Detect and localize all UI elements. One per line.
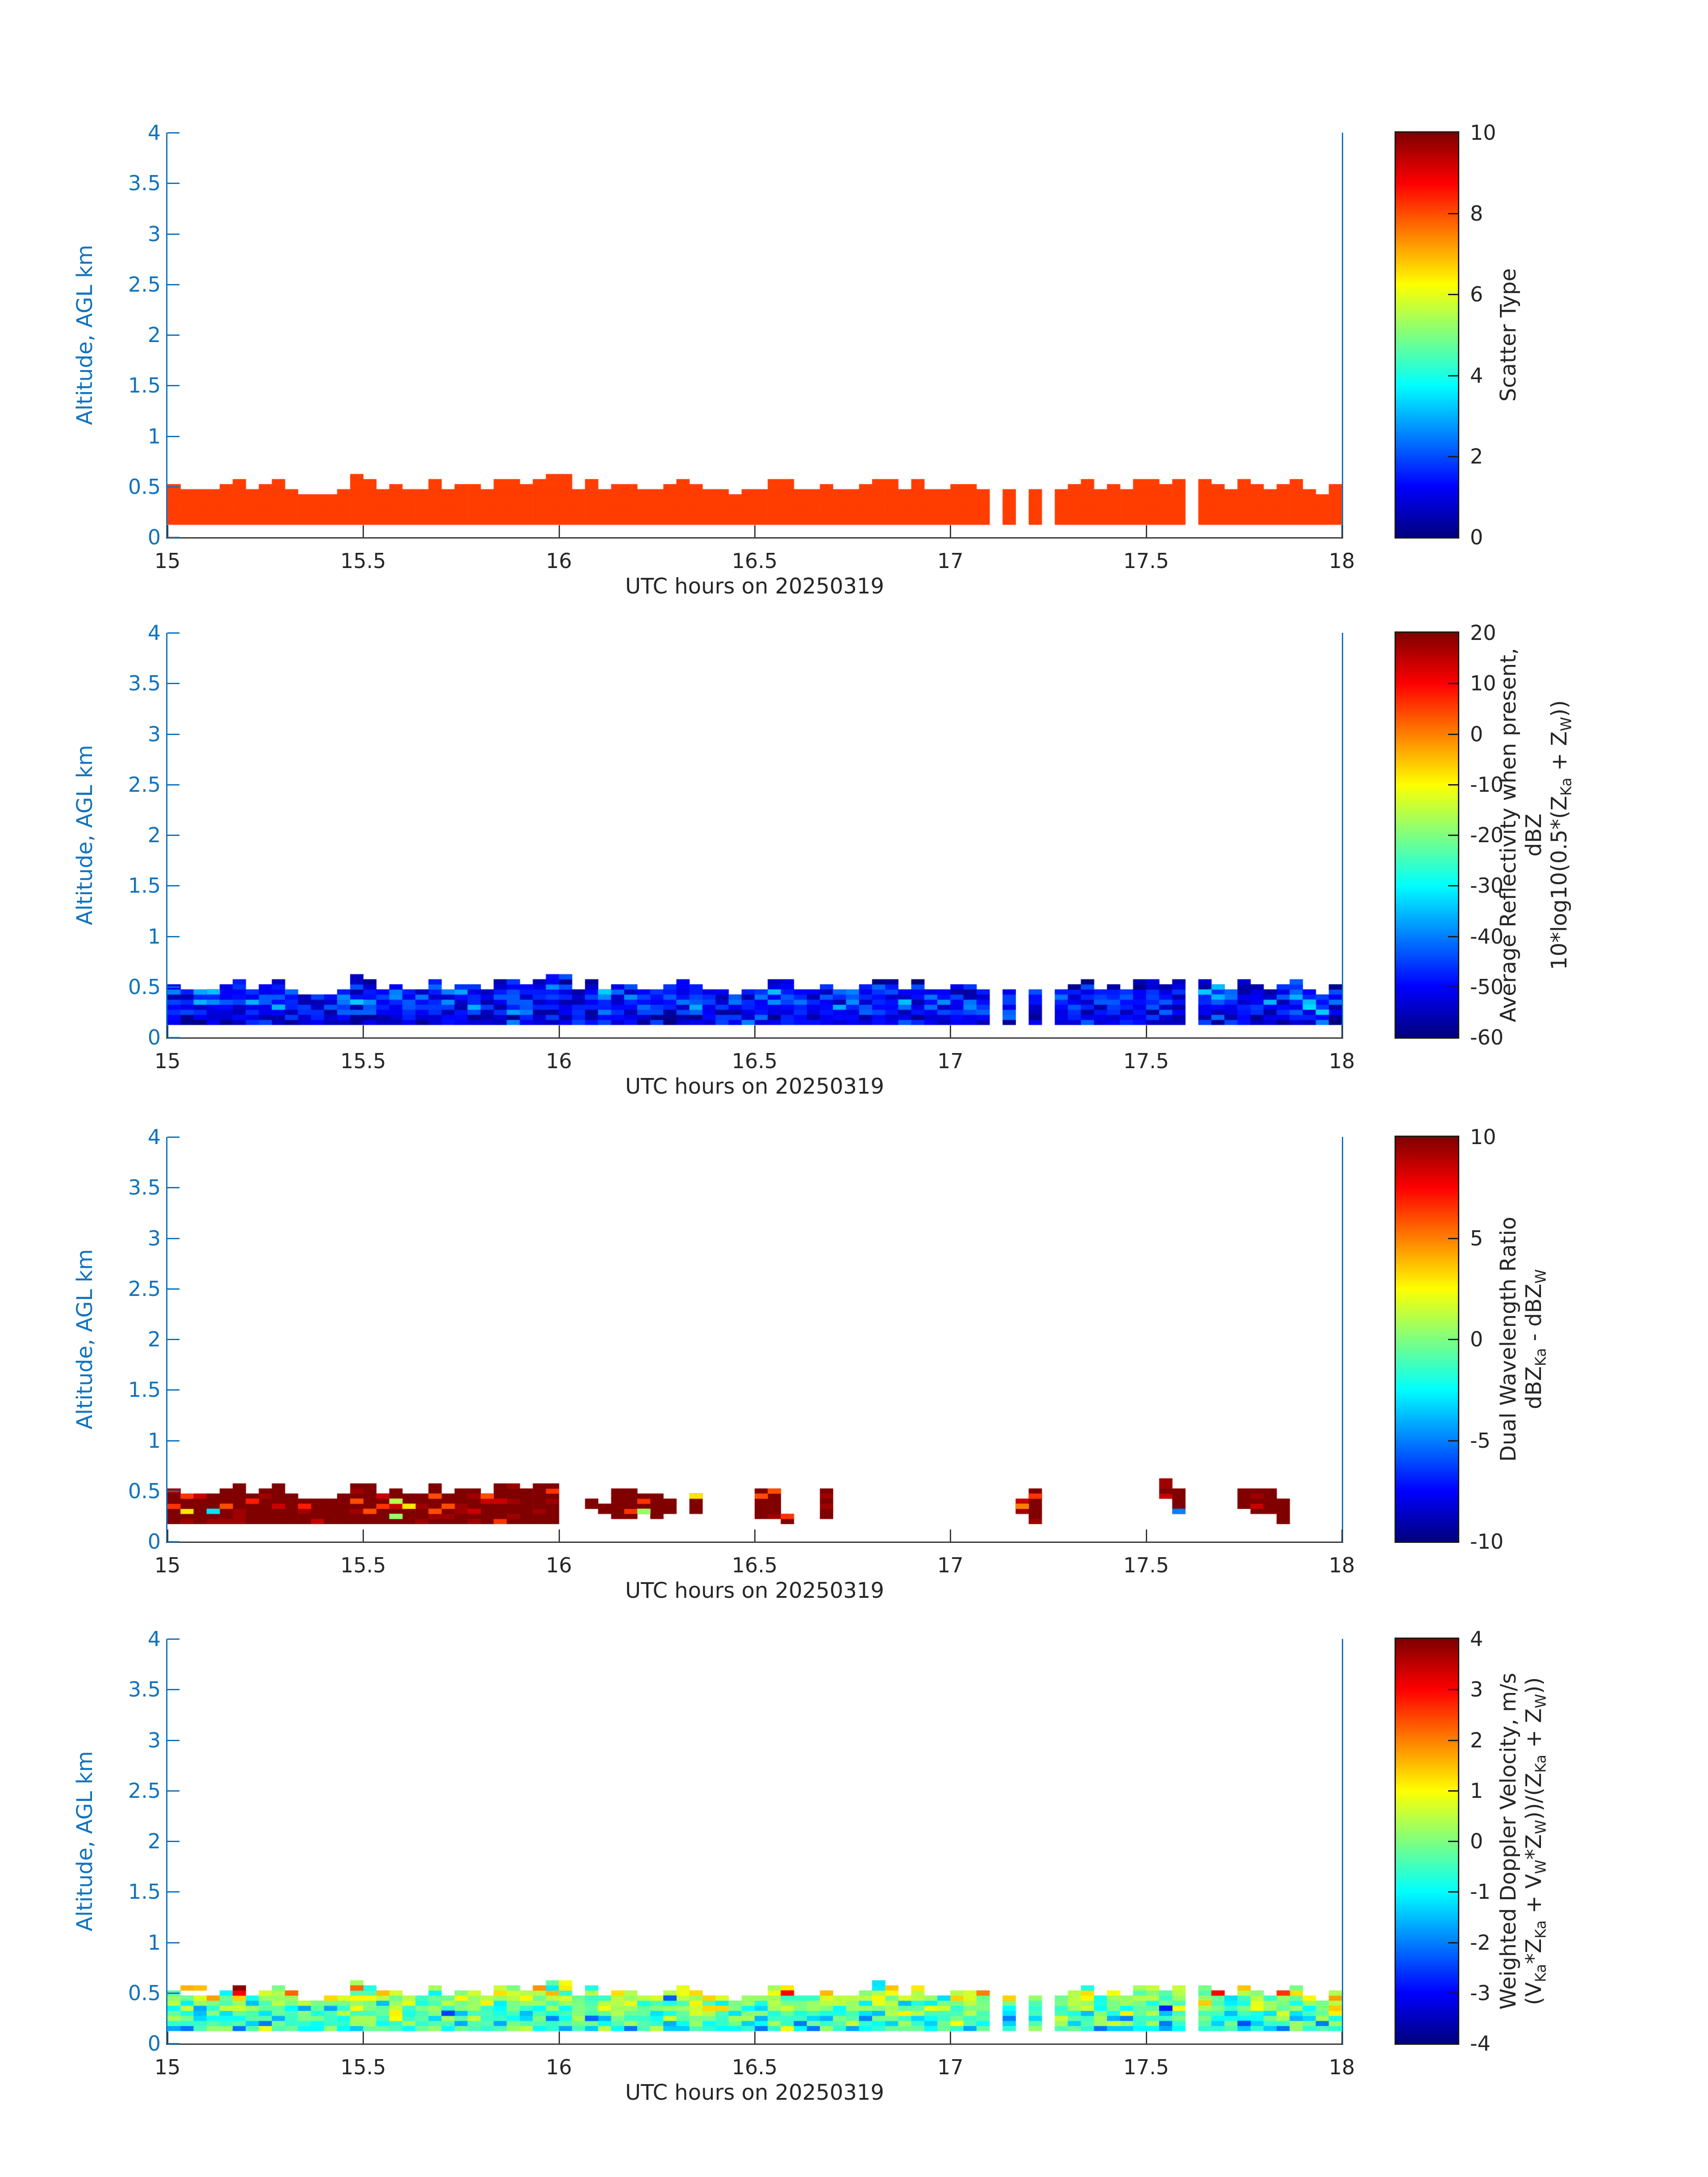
- y-tick-label: 2.5: [128, 772, 161, 797]
- colorbar-title-line1: Average Reflectivity when present, dBZ: [1496, 648, 1546, 1023]
- y-tick-label: 0: [147, 2031, 161, 2056]
- y-tick-label: 2.5: [128, 1276, 161, 1301]
- y-tick-mark: [167, 1891, 180, 1893]
- x-tick-label: 17: [937, 2055, 964, 2079]
- x-axis-label: UTC hours on 20250319: [625, 574, 884, 599]
- x-tick-mark: [167, 2031, 168, 2043]
- y-tick-mark: [167, 1790, 180, 1792]
- x-tick-label: 16: [546, 1553, 572, 1577]
- x-tick-label: 17: [937, 549, 964, 573]
- colorbar-tick-label: -10: [1470, 772, 1504, 797]
- y-tick-label: 0.5: [128, 974, 161, 999]
- colorbar-title-line1: Dual Wavelength Ratio: [1496, 1216, 1521, 1462]
- y-tick-label: 3.5: [128, 1677, 161, 1702]
- x-tick-label: 15.5: [340, 549, 386, 573]
- colorbar-title-line1: Scatter Type: [1496, 268, 1521, 402]
- y-tick-mark: [167, 1942, 180, 1943]
- colorbar-tick-mark: [1448, 1942, 1458, 1943]
- colorbar-tick-mark: [1448, 1689, 1458, 1690]
- heatmap-weighted-doppler-velocity: [167, 1639, 1342, 2043]
- y-tick-label: 0.5: [128, 1479, 161, 1503]
- colorbar-tick-label: 2: [1470, 1728, 1483, 1752]
- colorbar-tick-mark: [1448, 1993, 1458, 1994]
- x-axis-label: UTC hours on 20250319: [625, 1074, 884, 1099]
- x-tick-label: 17: [937, 1553, 964, 1577]
- colorbar-tick-label: 2: [1470, 444, 1483, 468]
- colorbar-tick-label: 1: [1470, 1778, 1483, 1803]
- y-axis-label: Altitude, AGL km: [72, 1249, 97, 1429]
- x-tick-label: 16: [546, 1049, 572, 1073]
- y-tick-label: 3: [147, 1728, 161, 1752]
- colorbar-tick-label: 4: [1470, 1627, 1483, 1651]
- x-tick-label: 18: [1328, 2055, 1355, 2079]
- x-tick-label: 17.5: [1123, 549, 1169, 573]
- y-tick-mark: [167, 1841, 180, 1842]
- x-tick-label: 15: [154, 1553, 181, 1577]
- y-tick-label: 1.5: [128, 373, 161, 398]
- x-tick-label: 17.5: [1123, 1553, 1169, 1577]
- colorbar-tick-label: 4: [1470, 363, 1483, 388]
- x-tick-label: 16.5: [731, 2055, 778, 2079]
- colorbar-title-line2: dBZ$_{Ka}$ - dBZ$_W$: [1521, 1269, 1549, 1409]
- colorbar-tick-label: 10: [1470, 1125, 1496, 1149]
- colorbar-tick-label: 20: [1470, 621, 1496, 645]
- colorbar-tick-label: -60: [1470, 1025, 1504, 1049]
- x-tick-mark: [1146, 2031, 1147, 2043]
- colorbar-tick-label: -3: [1470, 1981, 1491, 2005]
- colorbar-tick-label: -50: [1470, 974, 1504, 999]
- colorbar-tick-label: 0: [1470, 525, 1483, 549]
- y-tick-label: 3: [147, 1226, 161, 1250]
- colorbar-tick-label: -30: [1470, 873, 1504, 898]
- x-tick-label: 17.5: [1123, 2055, 1169, 2079]
- x-tick-label: 15: [154, 549, 181, 573]
- x-tick-label: 16.5: [731, 549, 778, 573]
- y-tick-label: 4: [147, 621, 161, 645]
- x-tick-label: 18: [1328, 549, 1355, 573]
- y-tick-label: 1: [147, 1930, 161, 1955]
- colorbar-tick-mark: [1448, 1891, 1458, 1893]
- y-tick-label: 4: [147, 121, 161, 145]
- y-tick-label: 2: [147, 1829, 161, 1853]
- colorbar-tick-mark: [1448, 1790, 1458, 1792]
- x-axis-label: UTC hours on 20250319: [625, 1578, 884, 1603]
- x-tick-label: 18: [1328, 1049, 1355, 1073]
- colorbar-tick-label: 8: [1470, 201, 1483, 226]
- x-tick-label: 15.5: [340, 2055, 386, 2079]
- x-tick-mark: [363, 2031, 364, 2043]
- y-axis-label: Altitude, AGL km: [72, 1751, 97, 1931]
- y-tick-label: 1: [147, 1428, 161, 1453]
- x-tick-mark: [559, 2031, 560, 2043]
- colorbar-title-line1: Weighted Doppler Velocity, m/s: [1496, 1672, 1521, 2010]
- y-tick-mark: [167, 1740, 180, 1741]
- colorbar-tick-label: 0: [1470, 1829, 1483, 1853]
- x-tick-label: 15.5: [340, 1049, 386, 1073]
- y-tick-label: 4: [147, 1627, 161, 1651]
- colorbar-tick-label: 5: [1470, 1226, 1483, 1250]
- y-tick-label: 1.5: [128, 873, 161, 898]
- y-tick-label: 2: [147, 823, 161, 847]
- colorbar-title-line2: $10*\log 10(0.5*(Z_{Ka} + Z_W))$: [1547, 700, 1575, 970]
- y-tick-label: 0: [147, 1025, 161, 1049]
- y-tick-label: 3.5: [128, 171, 161, 196]
- colorbar-tick-label: 10: [1470, 121, 1496, 145]
- y-tick-label: 4: [147, 1125, 161, 1149]
- colorbar-tick-label: -40: [1470, 924, 1504, 949]
- y-tick-label: 2: [147, 1327, 161, 1351]
- y-tick-label: 2: [147, 323, 161, 347]
- y-tick-label: 3.5: [128, 671, 161, 696]
- x-tick-label: 15.5: [340, 1553, 386, 1577]
- colorbar-tick-label: -4: [1470, 2031, 1491, 2056]
- y-tick-label: 2.5: [128, 1778, 161, 1803]
- x-tick-mark: [1341, 2031, 1343, 2043]
- y-tick-label: 0: [147, 525, 161, 549]
- colorbar-tick-label: -10: [1470, 1529, 1504, 1554]
- y-tick-label: 3: [147, 722, 161, 746]
- colorbar-title: [1496, 1639, 1554, 2043]
- colorbar-tick-label: 10: [1470, 671, 1496, 696]
- x-tick-label: 18: [1328, 1553, 1355, 1577]
- x-tick-label: 15: [154, 2055, 181, 2079]
- x-axis-line: [166, 2043, 1343, 2045]
- y-tick-label: 0.5: [128, 1981, 161, 2005]
- x-tick-label: 15: [154, 1049, 181, 1073]
- y-tick-label: 0.5: [128, 474, 161, 499]
- x-tick-label: 17: [937, 1049, 964, 1073]
- colorbar-tick-mark: [1448, 1841, 1458, 1842]
- x-tick-label: 17.5: [1123, 1049, 1169, 1073]
- colorbar-tick-mark: [1448, 1740, 1458, 1741]
- y-tick-mark: [167, 1689, 180, 1690]
- y-tick-label: 1.5: [128, 1880, 161, 1904]
- x-tick-mark: [950, 2031, 951, 2043]
- x-tick-mark: [754, 2031, 756, 2043]
- y-tick-label: 3.5: [128, 1175, 161, 1200]
- y-tick-label: 1: [147, 424, 161, 448]
- x-tick-label: 16: [546, 2055, 572, 2079]
- colorbar-tick-label: -1: [1470, 1880, 1491, 1904]
- right-axis-line: [1342, 1639, 1343, 2045]
- x-tick-label: 16.5: [731, 1553, 778, 1577]
- x-axis-label: UTC hours on 20250319: [625, 2080, 884, 2105]
- y-tick-label: 0: [147, 1529, 161, 1554]
- colorbar-tick-label: 6: [1470, 282, 1483, 307]
- colorbar-tick-label: -20: [1470, 823, 1504, 847]
- y-tick-label: 1.5: [128, 1378, 161, 1402]
- colorbar-tick-label: 0: [1470, 1327, 1483, 1351]
- y-tick-label: 3: [147, 221, 161, 246]
- y-axis-label: Altitude, AGL km: [72, 745, 97, 925]
- y-tick-label: 1: [147, 924, 161, 949]
- y-tick-mark: [167, 1993, 180, 1994]
- colorbar-tick-label: -2: [1470, 1930, 1491, 1955]
- colorbar-title-line2: $(V_{Ka}*Z_{Ka} + V_W*Z_W))/(Z_{Ka} + Z_W)$): [1521, 1677, 1549, 2006]
- colorbar-tick-label: 3: [1470, 1677, 1483, 1702]
- x-tick-label: 16: [546, 549, 572, 573]
- y-tick-mark: [167, 1638, 180, 1640]
- x-tick-label: 16.5: [731, 1049, 778, 1073]
- y-axis-label: Altitude, AGL km: [72, 245, 97, 425]
- colorbar-tick-label: -5: [1470, 1428, 1491, 1453]
- y-tick-mark: [167, 2043, 180, 2044]
- colorbar-tick-label: 0: [1470, 722, 1483, 746]
- y-tick-label: 2.5: [128, 272, 161, 297]
